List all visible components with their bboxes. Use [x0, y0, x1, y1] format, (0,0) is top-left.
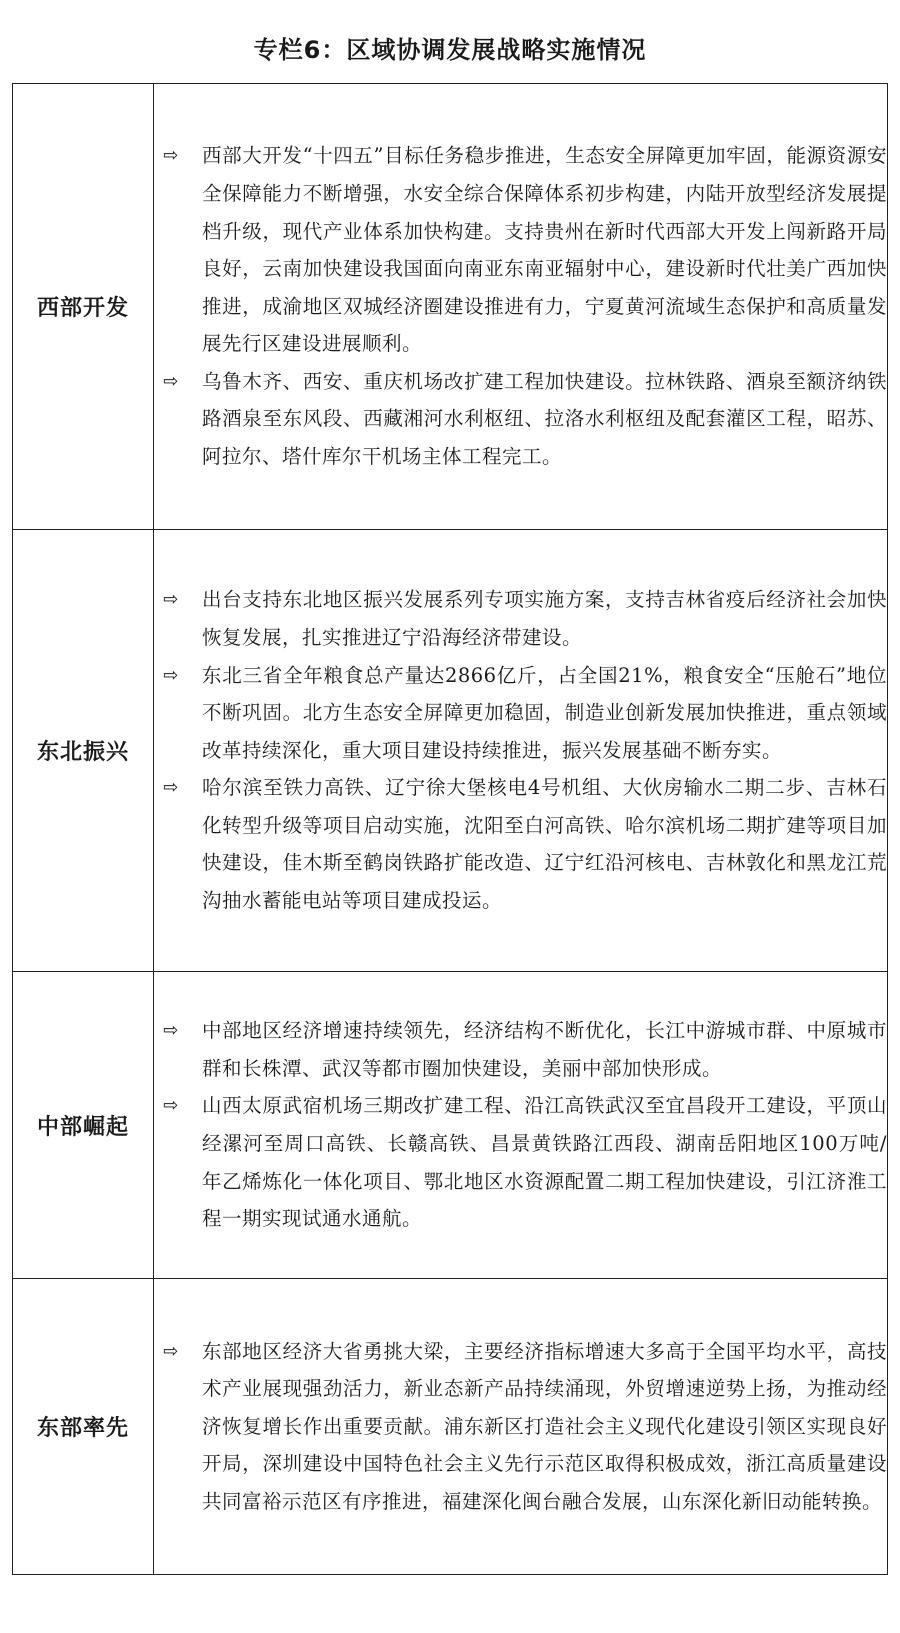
arrow-right-icon: ⇨: [163, 145, 179, 167]
list-item: [154, 363, 887, 476]
list-item: [154, 1087, 887, 1237]
region-name-cell: 东部率先: [13, 1279, 154, 1575]
table-row: [13, 530, 888, 972]
arrow-right-icon: ⇨: [163, 1095, 179, 1117]
arrow-right-icon: ⇨: [163, 777, 179, 799]
item-text: 山西太原武宿机场三期改扩建工程、沿江高铁武汉至宜昌段开工建设，平顶山经漯河至周口高铁、长赣高铁、昌景黄铁路江西段、湖南岳阳地区100万吨/年乙烯炼化一体化项目、鄂北地区水资源配置二期工程加快建设，引江济淮工程一期实现试通水通航。: [202, 1094, 887, 1231]
item-text: 出台支持东北地区振兴发展系列专项实施方案，支持吉林省疫后经济社会加快恢复发展，扎实推进辽宁沿海经济带建设。: [202, 588, 887, 649]
item-text: 西部大开发“十四五”目标任务稳步推进，生态安全屏障更加牢固，能源资源安全保障能力不断增强，水安全综合保障体系初步构建，内陆开放型经济发展提档升级，现代产业体系加快构建。支持贵州在新时代西部大开发上闯新路开局良好，云南加快建设我国面向南亚东南亚辐射中心，建设新时代壮美广西加快推进，成渝地区双城经济圈建设推进有力，宁夏黄河流域生态保护和高质量发展先行区建设进展顺利。: [202, 144, 887, 356]
item-text: 中部地区经济增速持续领先，经济结构不断优化，长江中游城市群、中原城市群和长株潭、武汉等都市圈加快建设，美丽中部加快形成。: [202, 1019, 887, 1080]
arrow-right-icon: ⇨: [163, 1020, 179, 1042]
arrow-right-icon: ⇨: [163, 1340, 179, 1362]
list-item: [154, 657, 887, 770]
item-text: 东北三省全年粮食总产量达2866亿斤，占全国21%，粮食安全“压舱石”地位不断巩固。北方生态安全屏障更加稳固，制造业创新发展加快推进，重点领域改革持续深化，重大项目建设持续推进，振兴发展基础不断夯实。: [202, 663, 887, 762]
arrow-right-icon: ⇨: [163, 664, 179, 686]
list-item: [154, 137, 887, 363]
list-item: [154, 769, 887, 919]
arrow-right-icon: ⇨: [163, 589, 179, 611]
region-content-cell: [154, 1279, 888, 1575]
region-name-cell: 西部开发: [13, 84, 154, 530]
table-row: [13, 1279, 888, 1575]
region-table: [12, 83, 888, 1575]
region-content-cell: [154, 530, 888, 972]
table-row: [13, 972, 888, 1279]
page-title: 专栏6：区域协调发展战略实施情况: [253, 36, 647, 64]
list-item: [154, 1333, 887, 1521]
item-text: 哈尔滨至铁力高铁、辽宁徐大堡核电4号机组、大伙房输水二期二步、吉林石化转型升级等项目启动实施，沈阳至白河高铁、哈尔滨机场二期扩建等项目加快建设，佳木斯至鹤岗铁路扩能改造、辽宁红沿河核电、吉林敦化和黑龙江荒沟抽水蓄能电站等项目建成投运。: [202, 776, 887, 913]
table-row: [13, 84, 888, 530]
region-name-cell: 东北振兴: [13, 530, 154, 972]
list-item: [154, 1012, 887, 1087]
item-text: 东部地区经济大省勇挑大梁，主要经济指标增速大多高于全国平均水平，高技术产业展现强劲活力，新业态新产品持续涌现，外贸增速逆势上扬，为推动经济恢复增长作出重要贡献。浦东新区打造社会主义现代化建设引领区实现良好开局，深圳建设中国特色社会主义先行示范区取得积极成效，浙江高质量建设共同富裕示范区有序推进，福建深化闽台融合发展，山东深化新旧动能转换。: [202, 1339, 887, 1513]
item-text: 乌鲁木齐、西安、重庆机场改扩建工程加快建设。拉林铁路、酒泉至额济纳铁路酒泉至东风段、西藏湘河水利枢纽、拉洛水利枢纽及配套灌区工程，昭苏、阿拉尔、塔什库尔干机场主体工程完工。: [202, 369, 887, 469]
region-content-cell: [154, 972, 888, 1279]
region-content-cell: [154, 84, 888, 530]
arrow-right-icon: ⇨: [163, 370, 179, 392]
list-item: [154, 581, 887, 656]
region-name-cell: 中部崛起: [13, 972, 154, 1279]
